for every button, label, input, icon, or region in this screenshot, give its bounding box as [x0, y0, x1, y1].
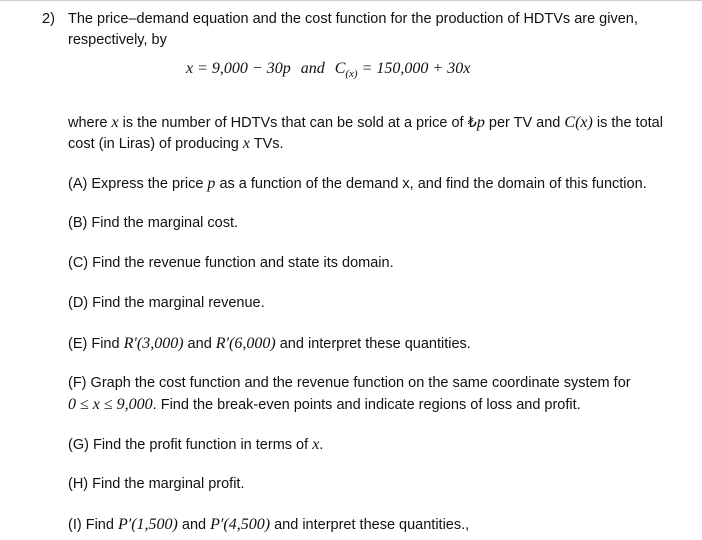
derivative-expression: R′(6,000)	[215, 335, 276, 352]
var-p: p	[476, 114, 485, 131]
where-text: is the number of HDTVs that can be sold at a price of	[118, 115, 468, 131]
part-e-text: and interpret these quantities.	[275, 336, 471, 352]
part-a-text: as a function of the demand x, and find the domain of this function.	[215, 176, 647, 192]
part-g-text: (G) Find the profit function in terms of	[68, 437, 313, 453]
part-a	[68, 175, 647, 193]
var-p: p	[207, 175, 216, 192]
where-line-1	[68, 114, 663, 132]
cost-function-symbol: C	[334, 60, 346, 77]
part-f-line-2	[68, 396, 581, 414]
part-e-text: and	[183, 336, 216, 352]
where-line-2	[68, 135, 284, 153]
intro-line-2: respectively, by	[68, 32, 167, 48]
domain-inequality: 0 ≤ x ≤ 9,000	[68, 396, 153, 413]
top-border	[0, 0, 702, 1]
part-c: (C) Find the revenue function and state its domain.	[68, 255, 394, 271]
part-a-text: (A) Express the price	[68, 176, 208, 192]
part-b: (B) Find the marginal cost.	[68, 215, 239, 231]
part-h: (H) Find the marginal profit.	[68, 476, 245, 492]
part-f-line-1: (F) Graph the cost function and the revenue function on the same coordinate system for	[68, 375, 631, 391]
part-i-text: and interpret these quantities.,	[270, 517, 470, 533]
part-e	[68, 335, 471, 353]
part-i-text: (I) Find	[68, 517, 118, 533]
part-i	[68, 516, 469, 534]
part-g-text: .	[319, 437, 324, 453]
intro-line-1: The price–demand equation and the cost function for the production of HDTVs are given,	[68, 11, 638, 27]
var-x: x	[111, 114, 119, 131]
derivative-expression: P′(1,500)	[117, 516, 178, 533]
where-text: cost (in Liras) of producing	[68, 136, 243, 152]
where-text: where	[68, 115, 112, 131]
part-g	[68, 436, 323, 454]
cost-function-rhs: = 150,000 + 30x	[357, 60, 471, 77]
var-x: x	[312, 436, 320, 453]
where-text: per TV and	[484, 115, 565, 131]
part-f-text: . Find the break-even points and indicate regions of loss and profit.	[152, 397, 581, 413]
lira-symbol: ₺	[467, 115, 477, 131]
given-equations	[186, 60, 470, 80]
derivative-expression: R′(3,000)	[123, 335, 184, 352]
where-text: is the total	[592, 115, 663, 131]
equation-conjunction: and	[300, 60, 325, 77]
where-text: TVs.	[250, 136, 284, 152]
derivative-expression: P′(4,500)	[210, 516, 271, 533]
part-i-text: and	[177, 517, 211, 533]
demand-equation: x = 9,000 − 30p	[186, 60, 291, 77]
var-x: x	[242, 135, 250, 152]
problem-number: 2)	[42, 11, 55, 27]
part-d: (D) Find the marginal revenue.	[68, 295, 265, 311]
cost-function-subscript: (x)	[345, 68, 358, 81]
cost-function-notation: C(x)	[564, 114, 593, 131]
part-e-text: (E) Find	[68, 336, 124, 352]
